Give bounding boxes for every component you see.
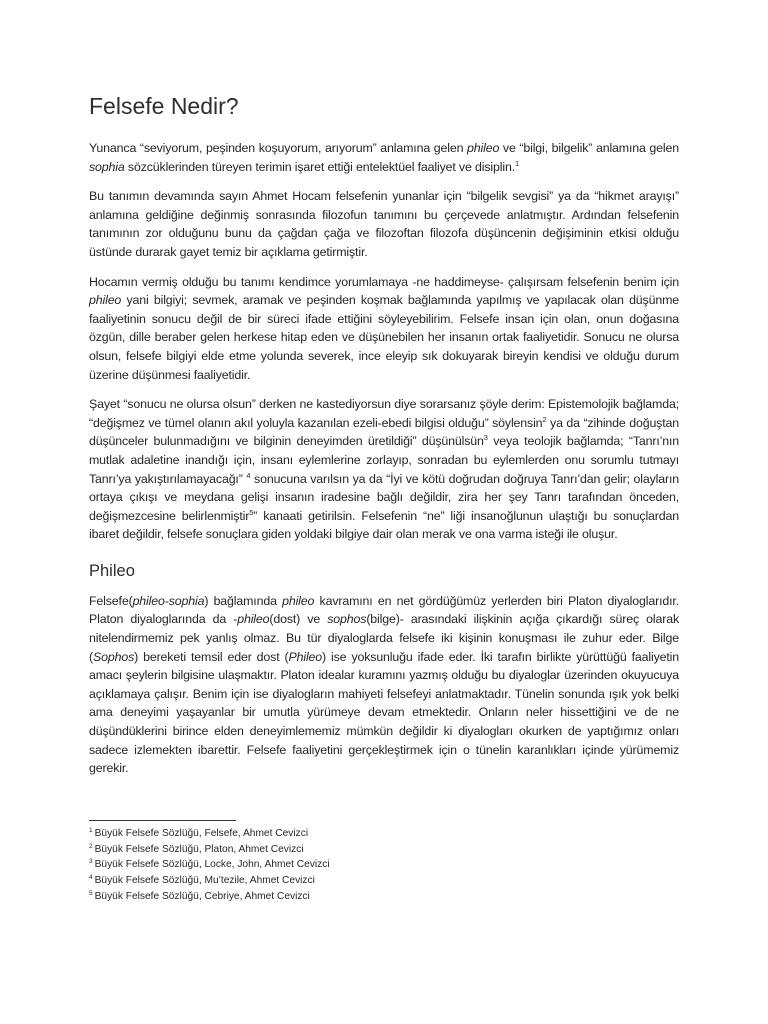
footnote: $^2$ Büyük Felsefe Sözlüğü, Platon, Ahmet Cevizci: [89, 842, 304, 855]
paragraph-interpretation: Hocamın vermiş olduğu bu tanımı kendimce yorumlamaya -ne haddimeyse- çalışırsam felsefenin benim için phileo yani bilgiyi; sevmek, aramak ve peşinden koşmak bağlamında yapılmış ve yapılacak olan düşünme faaliyetinin sonucu değil de bir süreci ifade ettiğini söyleyebilirim. Felsefe insan için olan, onun doğasına özgün, dille beraber gelen herkese hitap eden ve düşünebilen her insanın ortak faaliyetidir. Sonucu ne olursa olsun, felsefe bilgiyi elde etme yolunda severek, ince eleyip sık dokuyarak bireyin kendisi ve olduğu durum üzerine düşünmesi faaliyetidir.: [89, 274, 679, 382]
footnote: $^3$ Büyük Felsefe Sözlüğü, Locke, John, Ahmet Cevizci: [89, 858, 330, 871]
paragraph-phileo: Felsefe(phileo-sophia) bağlamında phileo kavramını en net gördüğümüz yerlerden biri Platon diyaloglarıdır. Platon diyaloglarında da -phileo(dost) ve sophos(bilge)- arasındaki ilişkinin açığa çıkardığı süreç olarak nitelendirmemiz pek yanlış olmaz. Bu tür diyaloglarda felsefe iki kişinin konuşması ile zuhur eder. Bilge (Sophos) bereketi temsil eder dost (Phileo) ise yoksunluğu ifade eder. İki tarafın birlikte yürüttüğü faaliyetin amacı şeylerin bilgisine ulaşmaktır. Platon idealar kuramını yazmış olduğu bu diyaloglar üzerinden okuyucuya açıklamaya çalışır. Benim için ise diyalogların mahiyeti felsefeyi anlatmaktadır. Tünelin sonunda ışık yok belki ama deneyimi yaşayanlar bir umutla yürümeye devam etmektedir. Onların neler hissettiğini ve de ne düşündüklerini birince elden deneyimlememiz mümkün değildir ki diyalogları okurken de yaptığımız onları sadece izlemekten ibarettir. Felsefe faaliyetini gerçekleştirmek için o tünelin karanlıkları içinde yürümemiz gerekir.: [89, 593, 679, 776]
footnote-ref-4: 4: [246, 470, 251, 480]
footnote-ref-3: 3: [483, 433, 488, 443]
footnote: $^4$ Büyük Felsefe Sözlüğü, Mu’tezile, Ahmet Cevizci: [89, 874, 315, 887]
footnote: $^1$ Büyük Felsefe Sözlüğü, Felsefe, Ahmet Cevizci: [89, 827, 309, 839]
paragraph-epistemology: Şayet “sonucu ne olursa olsun” derken ne kastediyorsun diye sorarsanız şöyle derim: Epistemolojik bağlamda; “değişmez ve tümel olanın akıl yoluyla kazanılan ezeli-ebedi bilgisi olduğu” söylensin$^2$ ya da “zihinde doğuştan düşünceler bulunmadığını ve bilginin deneyimden üretildiği” düşünülsün$^3$ veya teolojik bağlamda; “Tanrı’nın mutlak adaletine inandığı için, insanı eylemlerine zorlayıp, sonradan bu eylemlerden onu sorumlu tutmayı Tanrı’ya yakıştırılamayacağı” $^4$ sonucuna varılsın ya da “İyi ve kötü doğrudan doğruya Tanrı’dan gelir; olayların ortaya çıkışı ve meydana gelişi insanın iradesine bağlı değildir, zira her şey Tanrı tarafından önceden, değişmezcesine belirlenmiştir$^5$” kanaati getirilsin. Felsefenin “ne” liği insanoğlunun ulaştığı bu sonuçlardan ibaret değildir, felsefe sonuçlara giden yoldaki bilgiye dair olan merak ve ona varma isteği ile oluşur.: [89, 397, 680, 542]
footnote-ref-1: 1: [515, 158, 520, 168]
footnote-divider: [89, 820, 236, 821]
footnote-ref-5: 5: [249, 507, 254, 517]
paragraph-explanation: Bu tanımın devamında sayın Ahmet Hocam felsefenin yunanlar için “bilgelik sevgisi” ya da “hikmet arayışı” anlamına geldiğine değinmiş sonrasında filozofun tanımını bu çerçevede anlatmıştır. Ardından felsefenin tanımının zor olduğunu bunu da çağdan çağa ve filozoftan filozofa düşüncenin değişiminin etkisi olduğu üstünde durarak gayet temiz bir açıklama getirmiştir.: [89, 189, 679, 259]
footnote: $^5$ Büyük Felsefe Sözlüğü, Cebriye, Ahmet Cevizci: [89, 889, 310, 902]
section-heading: Phileo: [89, 561, 135, 580]
page-title: Felsefe Nedir?: [89, 93, 239, 119]
paragraph-definition: Yunanca “seviyorum, peşinden koşuyorum, arıyorum” anlamına gelen phileo ve “bilgi, bilgelik” anlamına gelen sophia sözcüklerinden türeyen terimin işaret ettiği entelektüel faaliyet ve disiplin.$^1$: [89, 141, 679, 174]
footnotes: [89, 826, 689, 905]
footnote-ref-2: 2: [542, 414, 547, 424]
